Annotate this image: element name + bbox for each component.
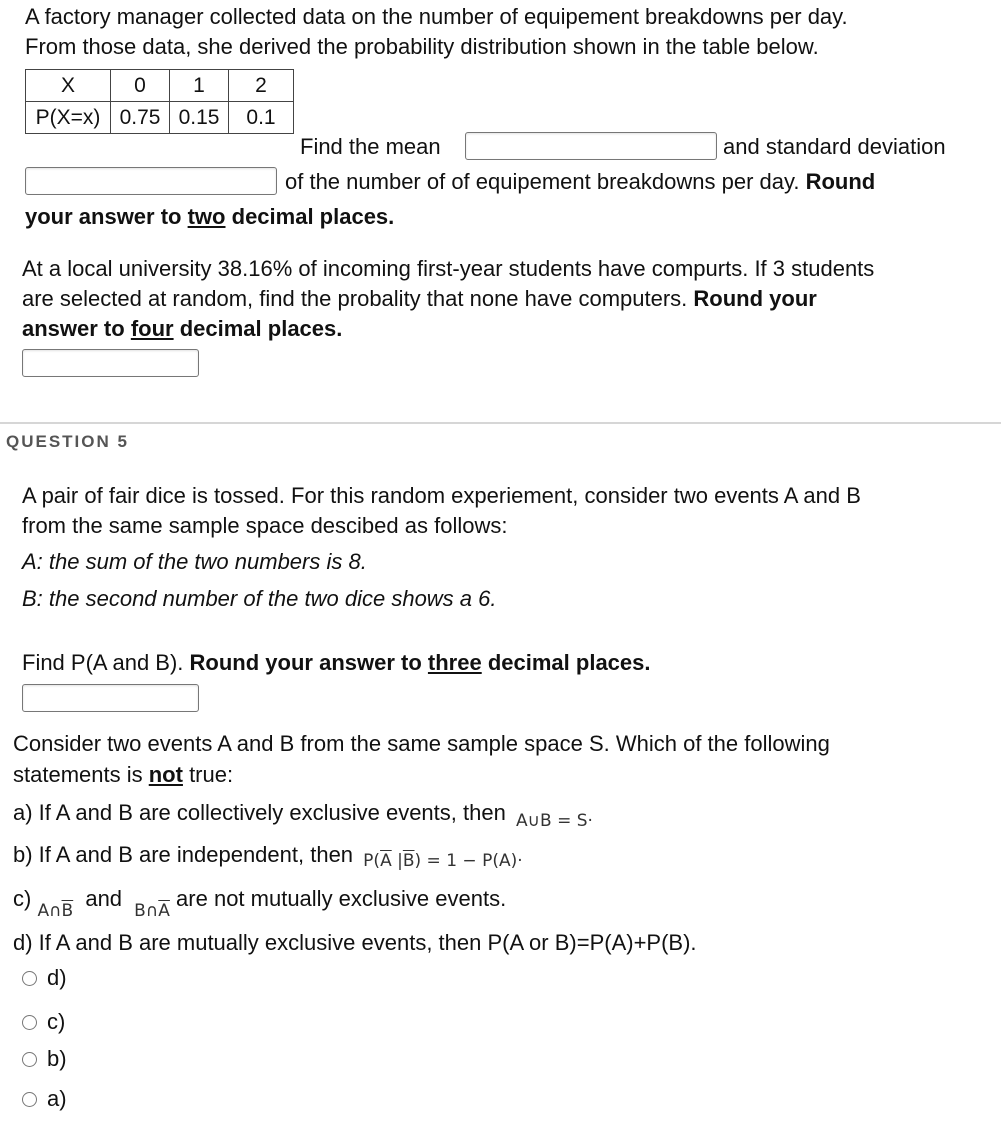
table-cell: X xyxy=(26,70,111,102)
question-5-label: QUESTION 5 xyxy=(6,432,129,451)
radio-d[interactable] xyxy=(22,971,37,986)
choice-d-label: d) xyxy=(47,965,67,990)
find-mean-text: Find the mean xyxy=(300,134,441,159)
event-a-text: A: the sum of the two numbers is 8. xyxy=(22,549,367,574)
choice-c-row[interactable] xyxy=(22,1007,65,1037)
option-c-math-bar: $\overline{A}$ xyxy=(158,901,170,921)
option-b-math-part: P( xyxy=(363,851,381,871)
round-instruction-1 xyxy=(25,202,394,232)
option-a-math: A∪B = S· xyxy=(515,811,593,831)
radio-a[interactable] xyxy=(22,1092,37,1107)
p2-line2 xyxy=(22,284,817,314)
choice-d-row[interactable] xyxy=(22,963,67,993)
p2-line2-text: are selected at random, find the probality that none have computers. xyxy=(22,286,688,311)
p2-decimal-places: decimal places. xyxy=(179,316,343,341)
p2-answer-to: answer to xyxy=(22,316,125,341)
q4-intro-line2: From those data, she derived the probability distribution shown in the table below. xyxy=(25,34,819,59)
choice-b-row[interactable] xyxy=(22,1044,67,1074)
q5-decimal-places: decimal places. xyxy=(487,650,651,675)
option-d-statement: d) If A and B are mutually exclusive events, then P(A or B)=P(A)+P(B). xyxy=(13,930,697,955)
table-row xyxy=(26,102,294,134)
radio-c[interactable] xyxy=(22,1015,37,1030)
stmt-line2 xyxy=(13,760,233,790)
option-a-statement xyxy=(13,798,593,830)
sd-input[interactable] xyxy=(25,167,277,195)
find-pab-line xyxy=(22,648,651,678)
option-b-statement xyxy=(13,840,523,872)
probability-table xyxy=(25,69,294,134)
option-b-math-b-bar: $\overline{B}$ xyxy=(402,851,415,871)
mean-input[interactable] xyxy=(465,132,717,160)
option-b-math-a-bar: $\overline{A}$ xyxy=(380,851,392,871)
p-a-and-b-input[interactable] xyxy=(22,684,199,712)
option-c-statement xyxy=(13,884,507,921)
q4-intro-line1: A factory manager collected data on the number of equipement breakdowns per day. xyxy=(25,4,848,29)
option-c-math-2 xyxy=(134,901,170,921)
three-text: three xyxy=(427,650,482,675)
table-cell: 2 xyxy=(229,70,294,102)
table-row xyxy=(26,70,294,102)
two-text: two xyxy=(187,204,226,229)
table-cell: 0 xyxy=(111,70,170,102)
radio-b[interactable] xyxy=(22,1052,37,1067)
probability-none-input[interactable] xyxy=(22,349,199,377)
of-number-line xyxy=(285,167,875,197)
not-text: not xyxy=(148,762,183,787)
table-cell: 1 xyxy=(170,70,229,102)
option-b-math xyxy=(363,851,522,871)
round-your-answer-to: Round your answer to xyxy=(189,650,422,675)
table-cell: 0.75 xyxy=(111,102,170,134)
section-divider xyxy=(0,422,1001,424)
option-b-math-part: ) = 1 − P(A)· xyxy=(414,851,523,871)
stmt-line2-text: statements is xyxy=(13,762,143,787)
of-number-text: of the number of of equipement breakdowns per day. xyxy=(285,169,800,194)
stmt-line1: Consider two events A and B from the same sample space S. Which of the following xyxy=(13,731,830,756)
option-c-prefix: c) xyxy=(13,886,32,911)
option-a-text: a) If A and B are collectively exclusive events, then xyxy=(13,800,506,825)
event-b-text: B: the second number of the two dice shows a 6. xyxy=(22,586,497,611)
table-cell: 0.15 xyxy=(170,102,229,134)
round-text: Round xyxy=(805,169,876,194)
p2-line1: At a local university 38.16% of incoming first-year students have compurts. If 3 students xyxy=(22,256,875,281)
option-b-math-part: | xyxy=(391,851,403,871)
option-c-math-1 xyxy=(37,901,73,921)
table-cell: 0.1 xyxy=(229,102,294,134)
option-c-math-bar: $\overline{B}$ xyxy=(61,901,74,921)
your-answer-to-text: your answer to xyxy=(25,204,182,229)
option-c-and: and xyxy=(85,886,123,911)
choice-a-label: a) xyxy=(47,1086,67,1111)
find-pab-text: Find P(A and B). xyxy=(22,650,184,675)
choice-a-row[interactable] xyxy=(22,1084,67,1114)
p2-round-your: Round your xyxy=(693,286,817,311)
decimal-places-text: decimal places. xyxy=(231,204,395,229)
and-sd-text: and standard deviation xyxy=(723,134,946,159)
option-b-text: b) If A and B are independent, then xyxy=(13,842,354,867)
p2-line3 xyxy=(22,314,342,344)
true-text: true: xyxy=(189,762,234,787)
option-c-math-part: A∩ xyxy=(37,901,62,921)
table-cell: P(X=x) xyxy=(26,102,111,134)
q5-line2: from the same sample space descibed as follows: xyxy=(22,513,508,538)
q5-line1: A pair of fair dice is tossed. For this random experiement, consider two events A and B xyxy=(22,483,861,508)
option-c-math-part: B∩ xyxy=(134,901,159,921)
four-text: four xyxy=(130,316,174,341)
choice-c-label: c) xyxy=(47,1009,66,1034)
option-c-suffix: are not mutually exclusive events. xyxy=(176,886,507,911)
choice-b-label: b) xyxy=(47,1046,67,1071)
